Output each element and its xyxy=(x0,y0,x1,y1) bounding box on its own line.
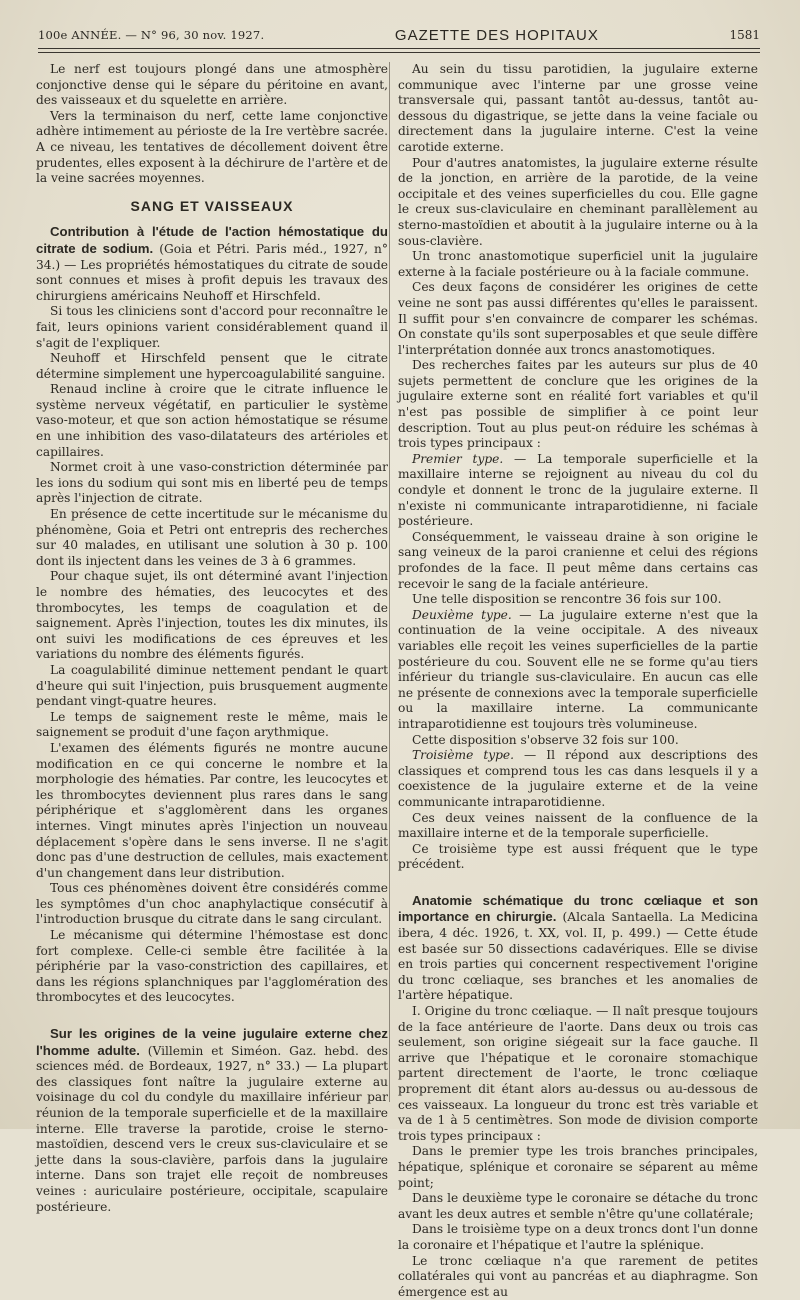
paragraph: Cette disposition s'observe 32 fois sur 100. xyxy=(412,732,679,747)
article-reference: (Villemin et Siméon. Gaz. hebd. des sciences méd. de Bordeaux, 1927, n° 33.) — La plupart des classiques font naître la jugulaire externe au voisinage du col du condyle du maxillaire inférieur par réunion de la temporale superficielle et de la maxillaire interne. Elle traverse la parotide, croise le sterno-mastoïdien, descend vers le creux sus-claviculaire et se jette dans la sous-clavière, parfois dans la jugulaire interne. Dans son trajet elle reçoit de nombreuses veines : auriculaire postérieure, occipitale, scapulaire postérieure. xyxy=(36,1043,389,1214)
paragraph: Ces deux veines naissent de la confluence de la maxillaire interne et de la temporale superficielle. xyxy=(398,810,758,841)
article-title: Contribution à l'étude de l'action hémostatique du citrate de sodium. xyxy=(36,224,388,256)
paragraph: Pour chaque sujet, ils ont déterminé avant l'injection le nombre des hématies, des leucocytes et des thrombocytes, les temps de coagulation et de saignement. Après l'injection, toutes les dix minutes, ils ont suivi les modifications de ces épreuves et les variations du nombre des éléments figurés. xyxy=(36,569,388,662)
article-lead xyxy=(36,224,388,304)
paragraph: Pour d'autres anatomistes, la jugulaire externe résulte de la jonction, en arrière de la parotide, de la veine occipitale et des veines superficielles du cou. Elle gagne le creux sus-claviculaire en cheminant parallèlement au sterno-mastoïdien et aboutit à la jugulaire interne ou à la sous-clavière. xyxy=(398,155,758,248)
paragraph: Le nerf est toujours plongé dans une atmosphère conjonctive dense qui le sépare du péritoine en avant, des vaisseaux et du squelette en arrière. xyxy=(36,62,388,108)
issue-info: 100e ANNÉE. — N° 96, 30 nov. 1927. xyxy=(38,28,265,42)
paragraph: Le tronc cœliaque n'a que rarement de petites collatérales qui vont au pancréas et au diaphragme. Son émergence est au xyxy=(398,1253,758,1299)
type-text: — Il répond aux descriptions des classiques et comprend tous les cas dans lesquels il y a coexistence de la jugulaire externe et de la veine communicante intraparotidienne. xyxy=(398,748,759,809)
type-text: — La temporale superficielle et la maxillaire interne se rejoignent au niveau du col du condyle et donnent le tronc de la jugulaire externe. Il n'existe ni communicante intraparotidienne, ni faciale postérieure. xyxy=(398,451,759,529)
paragraph: I. Origine du tronc cœliaque. — Il naît presque toujours de la face antérieure de l'aorte. Dans deux ou trois cas seulement, son origine siégeait sur la face gauche. Il arrive que l'hépatique et le coronaire stomachique partent directement de l'aorte, le tronc cœliaque proprement dit étant alors au-dessus ou au-dessous de ces vaisseaux. La longueur du tronc est très variable et va de 1 à 5 centimètres. Son mode de division comporte trois types principaux : xyxy=(398,1004,758,1143)
paragraph: Tous ces phénomènes doivent être considérés comme les symptômes d'un choc anaphylactique consécutif à l'introduction brusque du citrate dans le sang circulant. xyxy=(36,881,388,927)
left-column xyxy=(36,62,388,1215)
paragraph: Neuhoff et Hirschfeld pensent que le citrate détermine simplement une hypercoagulabilité sanguine. xyxy=(36,351,388,381)
type-label: Deuxième type. xyxy=(412,607,512,622)
paragraph: Le mécanisme qui détermine l'hémostase est donc fort complexe. Celle-ci semble être facilitée à la périphérie par la vaso-constriction des capillaires, et dans les régions splanchniques par l'agglomération des thrombocytes et des leucocytes. xyxy=(36,928,388,1005)
paragraph: Ces deux façons de considérer les origines de cette veine ne sont pas aussi différentes qu'elles le paraissent. Il suffit pour s'en convaincre de comparer les schémas. On constate qu'ils sont superposables et que seule diffère l'interprétation donnée aux troncs anastomotiques. xyxy=(398,280,758,357)
paragraph: Si tous les cliniciens sont d'accord pour reconnaître le fait, leurs opinions varient considérablement quand il s'agit de l'expliquer. xyxy=(36,304,388,350)
paragraph: En présence de cette incertitude sur le mécanisme du phénomène, Goia et Petri ont entrepris des recherches sur 40 malades, en utilisant une solution à 30 p. 100 dont ils injectent dans les veines de 3 à 6 grammes. xyxy=(36,507,388,568)
paragraph: Dans le troisième type on a deux troncs dont l'un donne la coronaire et l'hépatique et l'autre la splénique. xyxy=(398,1222,758,1252)
article-reference: (Goia et Pétri. Paris méd., 1927, n° 34.) — Les propriétés hémostatiques du citrate de soude sont connues et mises à profit depuis les travaux des chirurgiens américains Neuhoff et Hirschfeld. xyxy=(36,241,388,303)
column-divider xyxy=(389,62,390,1102)
article-lead xyxy=(36,1026,388,1215)
paragraph: Renaud incline à croire que le citrate influence le système nerveux végétatif, en particulier le système vaso-moteur, et que son action hémostatique se résume en une inhibition des vaso-dilatateurs des artérioles et capillaires. xyxy=(36,382,388,459)
paragraph: L'examen des éléments figurés ne montre aucune modification en ce qui concerne le nombre et la morphologie des hématies. Par contre, les leucocytes et les thrombocytes deviennent plus rares dans le sang périphérique et s'agglomèrent dans les organes internes. Vingt minutes après l'injection un nouveau déplacement s'opère dans le sens inverse. Il ne s'agit donc pas d'une destruction de cellules, mais exactement d'un changement dans leur distribution. xyxy=(36,740,388,880)
paragraph: Vers la terminaison du nerf, cette lame conjonctive adhère intimement au périoste de la Ire vertèbre sacrée. A ce niveau, les tentatives de décollement doivent être prudentes, elles exposent à la déchirure de l'artère et de la veine sacrées moyennes. xyxy=(36,108,388,186)
paragraph: Dans le deuxième type le coronaire se détache du tronc avant les deux autres et semble n'être qu'une collatérale; xyxy=(398,1191,758,1221)
paragraph: Un tronc anastomotique superficiel unit la jugulaire externe à la faciale postérieure ou à la faciale commune. xyxy=(398,249,758,279)
journal-title: GAZETTE DES HOPITAUX xyxy=(394,27,599,44)
paragraph: Une telle disposition se rencontre 36 fois sur 100. xyxy=(412,592,722,607)
paragraph: Des recherches faites par les auteurs sur plus de 40 sujets permettent de conclure que les origines de la jugulaire externe sont en réalité fort variables et qu'il n'est pas possible de simplifier à ce point leur description. Tout au plus peut-on réduire les schémas à trois types principaux : xyxy=(398,358,758,451)
page-header xyxy=(38,12,760,49)
header-rule xyxy=(38,52,760,55)
paragraph: Normet croit à une vaso-constriction déterminée par les ions du sodium qui sont mis en liberté peu de temps après l'injection de citrate. xyxy=(36,460,388,506)
article-title: Sur les origines de la veine jugulaire externe chez l'homme adulte. xyxy=(36,1026,388,1058)
type-label: Premier type. xyxy=(412,451,504,466)
paragraph: Dans le premier type les trois branches principales, hépatique, splénique et coronaire se séparent au même point; xyxy=(398,1144,758,1190)
paragraph: La coagulabilité diminue nettement pendant le quart d'heure qui suit l'injection, puis brusquement augmente pendant vingt-quatre heures. xyxy=(36,662,388,709)
right-column xyxy=(398,62,758,1300)
type-paragraph xyxy=(398,748,758,810)
paragraph: Le temps de saignement reste le même, mais le saignement se produit d'une façon arythmique. xyxy=(36,709,388,740)
paragraph: Conséquemment, le vaisseau draine à son origine le sang veineux de la paroi cranienne et celui des régions profondes de la face. Il peut même dans certains cas recevoir le sang de la faciale antérieure. xyxy=(398,529,758,591)
page-number: 1581 xyxy=(729,28,760,42)
type-paragraph xyxy=(398,608,758,733)
type-text: — La jugulaire externe n'est que la continuation de la veine occipitale. A des niveaux variables elle reçoit les veines superficielles de la partie postérieure du cou. Souvent elle ne se forme qu'au tiers inférieur du triangle sus-claviculaire. En aucun cas elle ne présente de connexions avec la temporale superficielle ou la maxillaire interne. La communicante intraparotidienne est toujours très volumineuse. xyxy=(398,607,758,731)
paragraph: Ce troisième type est aussi fréquent que le type précédent. xyxy=(398,841,758,872)
type-paragraph xyxy=(398,452,758,530)
article-title: Anatomie schématique du tronc cœliaque et son importance en chirurgie. xyxy=(398,892,758,925)
article-lead xyxy=(398,893,758,1004)
article-reference: (Alcala Santaella. La Medicina ibera, 4 déc. 1926, t. XX, vol. II, p. 499.) — Cette étude est basée sur 50 dissections cadavériques. Elle se divise en trois parties qui concernent respectivement l'origine du tronc cœliaque, ses branches et les anomalies de l'artère hépatique. xyxy=(398,910,758,1003)
paragraph: Au sein du tissu parotidien, la jugulaire externe communique avec l'interne par une grosse veine transversale qui, passant tantôt au-dessus, tantôt au-dessous du digastrique, se jette dans la veine faciale ou directement dans la jugulaire interne. C'est la veine carotide externe. xyxy=(398,62,758,154)
section-title: SANG ET VAISSEAUX xyxy=(130,197,294,214)
type-label: Troisième type. xyxy=(412,748,515,763)
